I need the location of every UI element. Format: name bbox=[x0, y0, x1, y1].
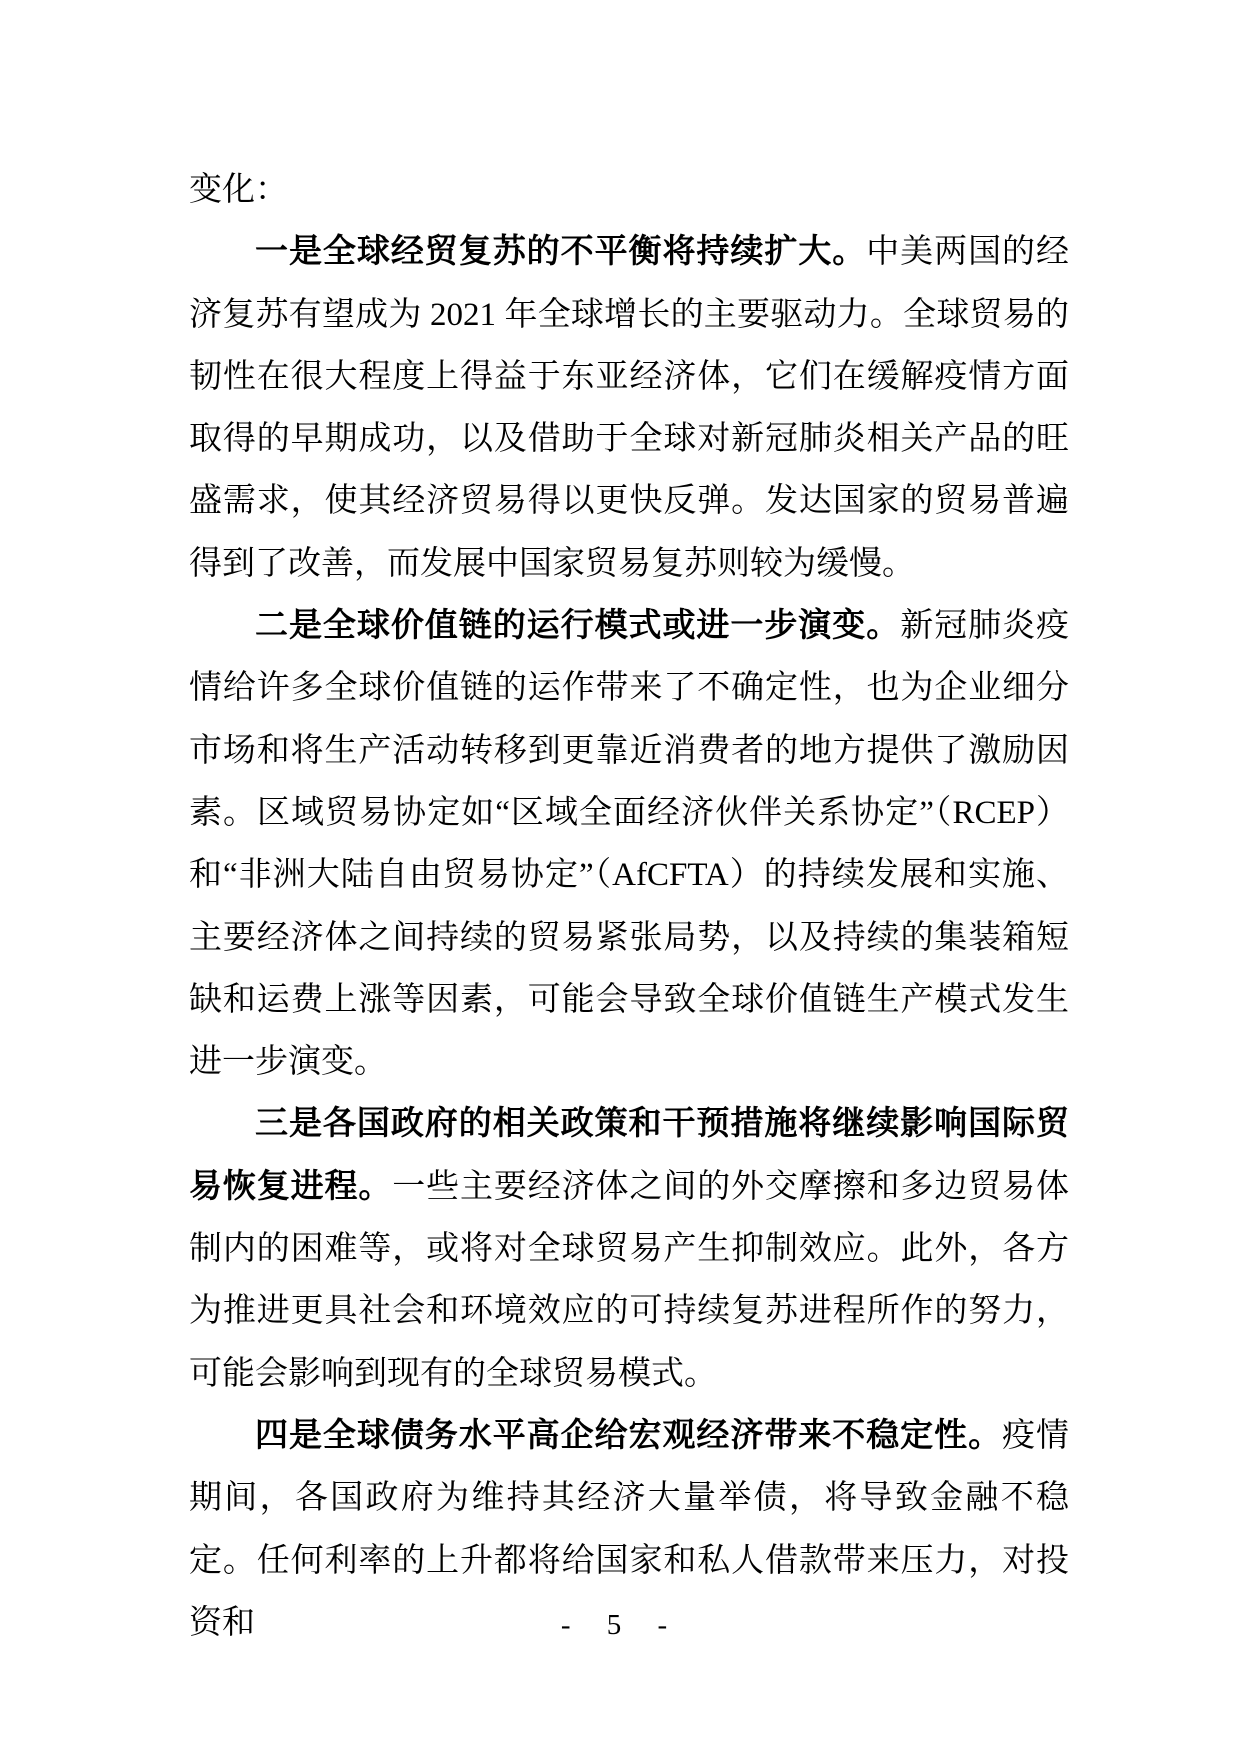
page-number: - 5 - bbox=[560, 1609, 681, 1641]
paragraph-continuation bbox=[189, 159, 1069, 221]
paragraph-1-body: 中美两国的经济复苏有望成为 2021 年全球增长的主要驱动力。全球贸易的韧性在很大程度上得益于东亚经济体，它们在缓解疫情方面取得的早期成功，以及借助于全球对新冠肺炎相关产品的旺盛需求，使其经济贸易得以更快反弹。发达国家的贸易普遍得到了改善，而发展中国家贸易复苏则较为缓慢。 bbox=[189, 234, 1070, 582]
paragraph-point-1 bbox=[189, 221, 1069, 595]
page-body-text bbox=[189, 159, 1069, 1654]
paragraph-2-body: 新冠肺炎疫情给许多全球价值链的运作带来了不确定性，也为企业细分市场和将生产活动转移到更靠近消费者的地方提供了激励因素。区域贸易协定如“区域全面经济伙伴关系协定”（RCEP）和“非洲大陆自由贸易协定”（AfCFTA）的持续发展和实施、主要经济体之间持续的贸易紧张局势，以及持续的集装箱短缺和运费上涨等因素，可能会导致全球价值链生产模式发生进一步演变。 bbox=[189, 608, 1070, 1081]
paragraph-point-3 bbox=[189, 1093, 1069, 1404]
paragraph-1-lead: 一是全球经贸复苏的不平衡将持续扩大。 bbox=[255, 234, 867, 271]
paragraph-3-body: 一些主要经济体之间的外交摩擦和多边贸易体制内的困难等，或将对全球贸易产生抑制效应。此外，各方为推进更具社会和环境效应的可持续复苏进程所作的努力，可能会影响到现有的全球贸易模式。 bbox=[189, 1168, 1070, 1392]
paragraph-4-lead: 四是全球债务水平高企给宏观经济带来不稳定性。 bbox=[255, 1417, 1003, 1454]
paragraph-2-lead: 二是全球价值链的运行模式或进一步演变。 bbox=[255, 608, 901, 645]
paragraph-3-lead: 三是各国政府的相关政策和干预措施将继续影响国际贸易恢复进程。 bbox=[189, 1106, 1069, 1205]
paragraph-point-2 bbox=[189, 595, 1069, 1093]
paragraph-4-body: 疫情期间，各国政府为维持其经济大量举债，将导致金融不稳定。任何利率的上升都将给国家和私人借款带来压力，对投资和 bbox=[189, 1417, 1070, 1641]
page-footer bbox=[0, 1594, 1241, 1656]
continuation-text: 变化： bbox=[189, 172, 288, 208]
